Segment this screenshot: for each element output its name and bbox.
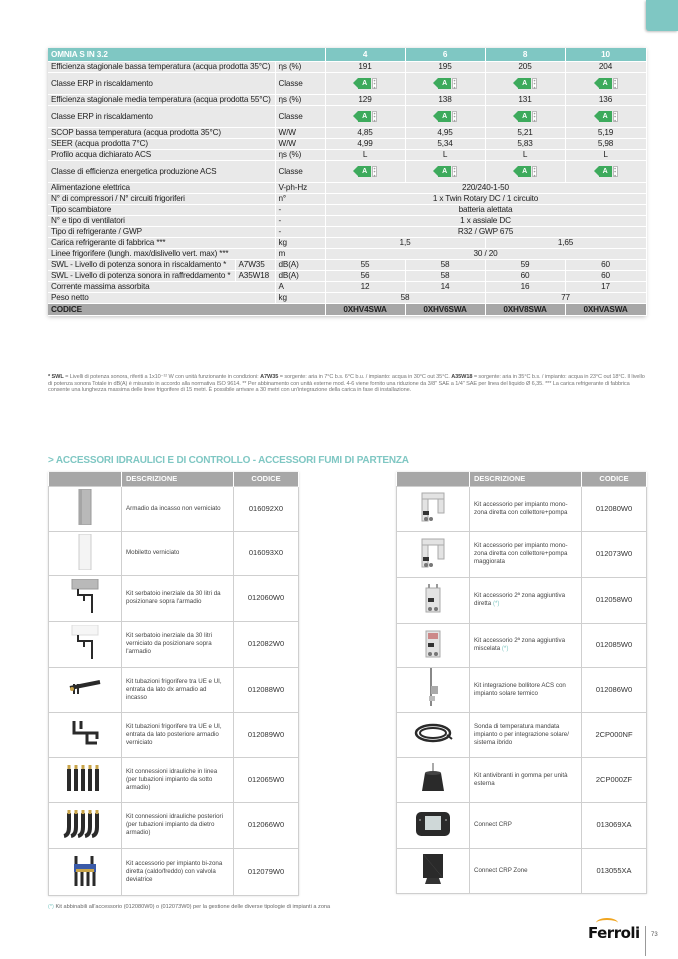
badge-plus-icon: + + + (453, 110, 456, 123)
model-header: 8 (485, 48, 565, 61)
spec-row (48, 160, 646, 182)
spec-value: 17 (565, 281, 646, 292)
accessory-description (470, 757, 582, 802)
accessory-description (470, 531, 582, 577)
accessory-description (470, 623, 582, 667)
accessory-image (397, 802, 470, 848)
accessory-row (397, 577, 647, 623)
accessory-image (397, 486, 470, 531)
accessory-description (122, 621, 234, 667)
spec-label: Efficienza stagionale bassa temperatura (acqua prodotta 35°C) (48, 61, 275, 72)
spec-value: 58 (405, 259, 485, 270)
spec-value: 30 / 20 (325, 248, 646, 259)
spec-row (48, 281, 646, 292)
description-text: Mobiletto verniciato (126, 549, 180, 556)
spec-value: 5,34 (405, 138, 485, 149)
accessory-row (49, 486, 299, 531)
spec-row (48, 259, 646, 270)
spec-row (48, 292, 646, 303)
accessory-code: 013055XA (582, 848, 647, 893)
badge-letter: A (438, 111, 451, 122)
accessory-row (49, 848, 299, 895)
badge-plus-icon: + + + (613, 110, 617, 123)
spec-value: 58 (325, 292, 485, 303)
spec-unit: ηs (%) (275, 149, 325, 160)
page-number: 73 (651, 932, 658, 938)
model-header: 4 (325, 48, 405, 61)
accessory-code: 012089W0 (234, 712, 299, 757)
product-code: 0XHVASWA (565, 303, 646, 315)
badge-letter: A (518, 166, 531, 177)
erp-class-badge (513, 111, 537, 122)
accessories-table-right (396, 472, 647, 894)
spec-value: 60 (565, 270, 646, 281)
spec-row (48, 215, 646, 226)
accessory-row (397, 848, 647, 893)
accessory-description (122, 531, 234, 575)
spec-row (48, 226, 646, 237)
badge-letter: A (438, 166, 451, 177)
accessory-row (49, 802, 299, 848)
spec-unit: kg (275, 237, 325, 248)
spec-unit: - (275, 226, 325, 237)
spec-codes-row (48, 303, 646, 315)
accessories-note (48, 904, 330, 910)
spec-value: 205 (485, 61, 565, 72)
spec-row (48, 105, 646, 127)
description-text: Connect CRP (474, 821, 512, 828)
spec-value: 1 x Twin Rotary DC / 1 circuito (325, 193, 646, 204)
connect-crp-icon (415, 810, 451, 841)
accessory-code: 013069XA (582, 802, 647, 848)
accessory-code: 012065W0 (234, 757, 299, 802)
spec-row (48, 138, 646, 149)
spec-condition: A7W35 (235, 259, 275, 270)
accessory-description (122, 486, 234, 531)
spec-value: 204 (565, 61, 646, 72)
accessory-description (122, 802, 234, 848)
footnote-a7w35: A7W35 (260, 374, 279, 380)
spec-value (565, 160, 646, 182)
spec-value (565, 105, 646, 127)
description-text: Kit accessorio 2ª zona aggiuntiva diretta (474, 592, 566, 607)
spec-value: L (485, 149, 565, 160)
spec-value: 12 (325, 281, 405, 292)
footnote-swl-label: * SWL (48, 374, 64, 380)
spec-row (48, 182, 646, 193)
description-text: Armadio da incasso non verniciato (126, 504, 221, 512)
accessory-row (397, 802, 647, 848)
accessory-description (470, 712, 582, 757)
badge-plus-icon: + + + (453, 165, 456, 178)
accessory-code: 012088W0 (234, 667, 299, 712)
accessory-row (397, 486, 647, 531)
cabinet-unpainted-icon (78, 489, 92, 528)
spec-unit: W/W (275, 127, 325, 138)
badge-plus-icon: + + + (533, 77, 536, 90)
description-text: Kit serbatoio inerziale da 30 litri verniciato da posizionare sopra l'armadio (126, 632, 212, 655)
accessory-description (122, 712, 234, 757)
badge-plus-icon: + + + (373, 165, 376, 178)
accessory-description (470, 486, 582, 531)
spec-row (48, 61, 646, 72)
spec-label: SWL - Livello di potenza sonora in raffreddamento * (48, 270, 235, 281)
accessory-row (397, 757, 647, 802)
spec-value: L (325, 149, 405, 160)
spec-value: 191 (325, 61, 405, 72)
badge-letter: A (518, 111, 531, 122)
spec-row (48, 127, 646, 138)
spec-table-container (48, 48, 646, 316)
spec-value: 59 (485, 259, 565, 270)
spec-value: 4,95 (405, 127, 485, 138)
spec-label: SEER (acqua prodotta 7°C) (48, 138, 275, 149)
spec-value: 1 x assiale DC (325, 215, 646, 226)
spec-label: Tipo scambiatore (48, 204, 275, 215)
accessory-image (397, 848, 470, 893)
accessories-table-left (48, 472, 299, 896)
zone2-direct-kit-icon (423, 584, 443, 617)
accessory-code: 012079W0 (234, 848, 299, 895)
spec-value: L (405, 149, 485, 160)
accessory-description (122, 575, 234, 621)
description-text: Kit accessorio 2ª zona aggiuntiva miscelata (474, 637, 566, 652)
spec-label: Peso netto (48, 292, 275, 303)
spec-value: R32 / GWP 675 (325, 226, 646, 237)
spec-row (48, 237, 646, 248)
accessory-image (49, 802, 122, 848)
description-text: Kit integrazione bollitore ACS con impianto solare termico (474, 681, 566, 697)
ferroli-logo: Ferroli (588, 924, 640, 942)
accessory-description (122, 757, 234, 802)
page-divider (645, 926, 646, 956)
spec-value: 4,99 (325, 138, 405, 149)
spec-label: SWL - Livello di potenza sonora in riscaldamento * (48, 259, 235, 270)
spec-value: 60 (485, 270, 565, 281)
spec-value: 5,83 (485, 138, 565, 149)
spec-value: 5,21 (485, 127, 565, 138)
note-text: Kit abbinabili all'accessorio (012080W0) o (012073W0) per la gestione delle diverse tipologie di impianti a zona (53, 904, 331, 910)
spec-value: 131 (485, 94, 565, 105)
buffer-tank-icon (70, 579, 100, 618)
badge-letter: A (358, 78, 371, 89)
description-text: Kit tubazioni frigorifere tra UE e UI, entrata da lato posteriore armadio verniciato (126, 722, 222, 746)
spec-label: Carica refrigerante di fabbrica *** (48, 237, 275, 248)
section-title: > ACCESSORI IDRAULICI E DI CONTROLLO - ACCESSORI FUMI DI PARTENZA (48, 455, 409, 466)
spec-label: Tipo di refrigerante / GWP (48, 226, 275, 237)
description-text: Kit connessioni idrauliche in linea (per tubazioni impianto da sotto armadio) (126, 767, 218, 791)
erp-class-badge (433, 78, 457, 89)
col-description: DESCRIZIONE (470, 472, 582, 486)
erp-class-badge (594, 111, 618, 122)
spec-value: 5,98 (565, 138, 646, 149)
spec-row (48, 72, 646, 94)
accessory-row (49, 531, 299, 575)
spec-label: SCOP bassa temperatura (acqua prodotta 35°C) (48, 127, 275, 138)
spec-table (48, 48, 647, 316)
spec-value: 16 (485, 281, 565, 292)
spec-label: Linee frigorifere (lungh. max/dislivello vert. max) *** (48, 248, 275, 259)
accessory-row (397, 623, 647, 667)
spec-row (48, 94, 646, 105)
spec-label: Profilo acqua dichiarato ACS (48, 149, 275, 160)
accessory-image (49, 848, 122, 895)
monozone-kit-icon (419, 491, 447, 526)
erp-class-badge (353, 166, 377, 177)
erp-class-badge (513, 78, 537, 89)
accessory-description (122, 848, 234, 895)
spec-value: 5,19 (565, 127, 646, 138)
erp-class-badge (433, 166, 457, 177)
badge-letter: A (599, 166, 612, 177)
spec-unit: m (275, 248, 325, 259)
spec-label: Classe di efficienza energetica produzione ACS (48, 160, 275, 182)
product-code: 0XHV8SWA (485, 303, 565, 315)
monozone-kit-boosted-icon (419, 537, 447, 572)
temperature-probe-icon (413, 721, 453, 748)
spec-value: 60 (565, 259, 646, 270)
col-code: CODICE (582, 472, 647, 486)
spec-row (48, 270, 646, 281)
spec-label: Alimentazione elettrica (48, 182, 275, 193)
accessory-image (397, 623, 470, 667)
description-text: Sonda di temperatura mandata impianto o per integrazione solare/ sistema ibrido (474, 722, 569, 746)
accessory-image (49, 757, 122, 802)
spec-unit: ηs (%) (275, 61, 325, 72)
badge-plus-icon: + + + (613, 77, 617, 90)
refrigerant-pipes-rear-icon (71, 719, 99, 750)
spec-title: OMNIA S IN 3.2 (48, 48, 325, 61)
spec-row (48, 149, 646, 160)
accessory-code: 2CP000ZF (582, 757, 647, 802)
accessory-code: 2CP000NF (582, 712, 647, 757)
spec-label: Classe ERP in riscaldamento (48, 105, 275, 127)
accessory-description (122, 667, 234, 712)
accessory-code: 012073W0 (582, 531, 647, 577)
codes-label: CODICE (48, 303, 325, 315)
badge-plus-icon: + + + (533, 110, 536, 123)
badge-plus-icon: + + + (373, 110, 376, 123)
accessory-code: 012085W0 (582, 623, 647, 667)
erp-class-badge (353, 111, 377, 122)
badge-letter: A (599, 111, 612, 122)
spec-value (325, 160, 405, 182)
col-image (397, 472, 470, 486)
accessory-description (470, 802, 582, 848)
footnote-text: = sorgente: aria in 7°C b.s. 6°C b.u. / impianto: acqua in 30°C out 35°C. (278, 374, 452, 380)
accessory-row (397, 531, 647, 577)
accessory-image (397, 531, 470, 577)
accessory-row (49, 575, 299, 621)
spec-label: N° e tipo di ventilatori (48, 215, 275, 226)
badge-letter: A (358, 166, 371, 177)
accessory-image (49, 575, 122, 621)
spec-value: 138 (405, 94, 485, 105)
refrigerant-pipes-right-icon (68, 678, 102, 701)
spec-unit: V-ph-Hz (275, 182, 325, 193)
spec-value (485, 160, 565, 182)
cabinet-painted-icon (78, 534, 92, 573)
erp-class-badge (594, 78, 618, 89)
spec-value: 195 (405, 61, 485, 72)
spec-value: 129 (325, 94, 405, 105)
connect-crp-zone-icon (419, 852, 447, 889)
accessory-image (49, 531, 122, 575)
spec-value (565, 72, 646, 94)
spec-value: 1,5 (325, 237, 485, 248)
accessory-row (49, 757, 299, 802)
accessory-description (470, 667, 582, 712)
spec-label: Corrente massima assorbita (48, 281, 275, 292)
hydraulic-connections-rear-icon (63, 809, 107, 842)
accessory-code: 012086W0 (582, 667, 647, 712)
spec-label: Classe ERP in riscaldamento (48, 72, 275, 94)
note-ref: (*) (492, 600, 500, 607)
spec-unit: n° (275, 193, 325, 204)
accessory-description (470, 848, 582, 893)
accessory-image (49, 621, 122, 667)
spec-unit: A (275, 281, 325, 292)
description-text: Kit connessioni idrauliche posteriori (per tubazioni impianto da dietro armadio) (126, 813, 223, 836)
erp-class-badge (433, 111, 457, 122)
accessory-image (397, 757, 470, 802)
spec-value: 56 (325, 270, 405, 281)
spec-header-row (48, 48, 646, 61)
spec-value: 4,85 (325, 127, 405, 138)
description-text: Kit serbatoio inerziale da 30 litri da posizionare sopra l'armadio (126, 590, 221, 605)
accessory-row (49, 712, 299, 757)
buffer-tank-painted-icon (70, 625, 100, 664)
badge-plus-icon: + + + (613, 165, 617, 178)
description-text: Connect CRP Zone (474, 866, 528, 874)
footnote-text: = Livelli di potenza sonora, riferiti a 1x10⁻¹² W con unità funzionante in condizioni: (63, 374, 261, 380)
col-code: CODICE (234, 472, 299, 486)
description-text: Kit accessorio per impianto mono-zona diretta con collettore+pompa maggiorata (474, 542, 568, 565)
spec-unit: W/W (275, 138, 325, 149)
footnote-a35w18: A35W18 (451, 374, 473, 380)
model-header: 6 (405, 48, 485, 61)
accessory-code: 012060W0 (234, 575, 299, 621)
accessory-image (397, 667, 470, 712)
spec-unit: dB(A) (275, 270, 325, 281)
badge-plus-icon: + + + (533, 165, 536, 178)
col-description: DESCRIZIONE (122, 472, 234, 486)
badge-letter: A (438, 78, 451, 89)
accessory-code: 012082W0 (234, 621, 299, 667)
spec-unit: kg (275, 292, 325, 303)
accessory-code: 016093X0 (234, 531, 299, 575)
erp-class-badge (513, 166, 537, 177)
spec-value: batteria alettata (325, 204, 646, 215)
spec-value (325, 105, 405, 127)
spec-unit: - (275, 204, 325, 215)
description-text: Kit accessorio per impianto bi-zona diretta (caldo/freddo) con valvola deviatrice (126, 859, 223, 883)
spec-value (485, 105, 565, 127)
spec-unit: Classe (275, 72, 325, 94)
badge-letter: A (518, 78, 531, 89)
note-ref: (*) (501, 645, 509, 652)
accessory-image (49, 667, 122, 712)
spec-value: 77 (485, 292, 646, 303)
spec-row (48, 204, 646, 215)
spec-value: 136 (565, 94, 646, 105)
erp-class-badge (353, 78, 377, 89)
badge-letter: A (358, 111, 371, 122)
spec-unit: Classe (275, 160, 325, 182)
spec-value: 58 (405, 270, 485, 281)
model-header: 10 (565, 48, 646, 61)
note-ref: (*) (48, 904, 54, 910)
spec-unit: - (275, 215, 325, 226)
section-corner-tab (646, 0, 678, 31)
spec-value (325, 72, 405, 94)
accessory-image (49, 712, 122, 757)
spec-footnote (48, 374, 648, 394)
badge-letter: A (599, 78, 612, 89)
spec-unit: dB(A) (275, 259, 325, 270)
description-text: Kit tubazioni frigorifere tra UE e UI, entrata da lato dx armadio ad incasso (126, 677, 222, 701)
spec-value: 55 (325, 259, 405, 270)
spec-label: Efficienza stagionale media temperatura (acqua prodotta 55°C) (48, 94, 275, 105)
accessory-row (49, 667, 299, 712)
product-code: 0XHV4SWA (325, 303, 405, 315)
accessory-code: 012080W0 (582, 486, 647, 531)
col-image (49, 472, 122, 486)
spec-value: L (565, 149, 646, 160)
spec-value (485, 72, 565, 94)
accessory-row (397, 667, 647, 712)
accessory-code: 012066W0 (234, 802, 299, 848)
accessory-row (49, 621, 299, 667)
solar-integration-kit-icon (425, 668, 441, 711)
spec-value (405, 160, 485, 182)
spec-row (48, 193, 646, 204)
footnote-text: = sorgente: aria in 35°C b.s. / impianto: acqua in 23°C out 18°C. Il livello di potenza sonora Totale in dB(A) è misurato in accordo alla normativa ISO 9614. ** Per abbinamento con unità esterne mod. 4-6 viene fornito una riduzione da 3/8" SAE a 1/4" SAE per linea del liquido Ø 6,35. *** La carica refrigerante di fabbrica consente una lunghezza massima delle linee frigorifere di 15 metri. È possibile arrivare a 30 metri con un'integrazione della carica in fase di installazione. (48, 374, 645, 394)
badge-plus-icon: + + + (373, 77, 376, 90)
accessory-image (397, 712, 470, 757)
accessory-image (397, 577, 470, 623)
antivibration-mount-icon (419, 763, 447, 796)
spec-condition: A35W18 (235, 270, 275, 281)
description-text: Kit antivibranti in gomma per unità esterna (474, 771, 568, 787)
spec-value: 14 (405, 281, 485, 292)
badge-plus-icon: + + + (453, 77, 456, 90)
zone2-mixed-kit-icon (423, 629, 443, 662)
accessory-code: 016092X0 (234, 486, 299, 531)
spec-unit: ηs (%) (275, 94, 325, 105)
accessory-description (470, 577, 582, 623)
spec-value (405, 72, 485, 94)
accessory-code: 012058W0 (582, 577, 647, 623)
bizone-kit-icon (70, 852, 100, 891)
spec-unit: Classe (275, 105, 325, 127)
spec-row (48, 248, 646, 259)
spec-value: 220/240-1-50 (325, 182, 646, 193)
description-text: Kit accessorio per impianto mono-zona diretta con collettore+pompa (474, 500, 568, 516)
spec-value: 1,65 (485, 237, 646, 248)
accessory-image (49, 486, 122, 531)
spec-label: N° di compressori / N° circuiti frigoriferi (48, 193, 275, 204)
spec-value (405, 105, 485, 127)
accessory-row (397, 712, 647, 757)
erp-class-badge (594, 166, 618, 177)
product-code: 0XHV6SWA (405, 303, 485, 315)
hydraulic-connections-inline-icon (65, 763, 105, 796)
